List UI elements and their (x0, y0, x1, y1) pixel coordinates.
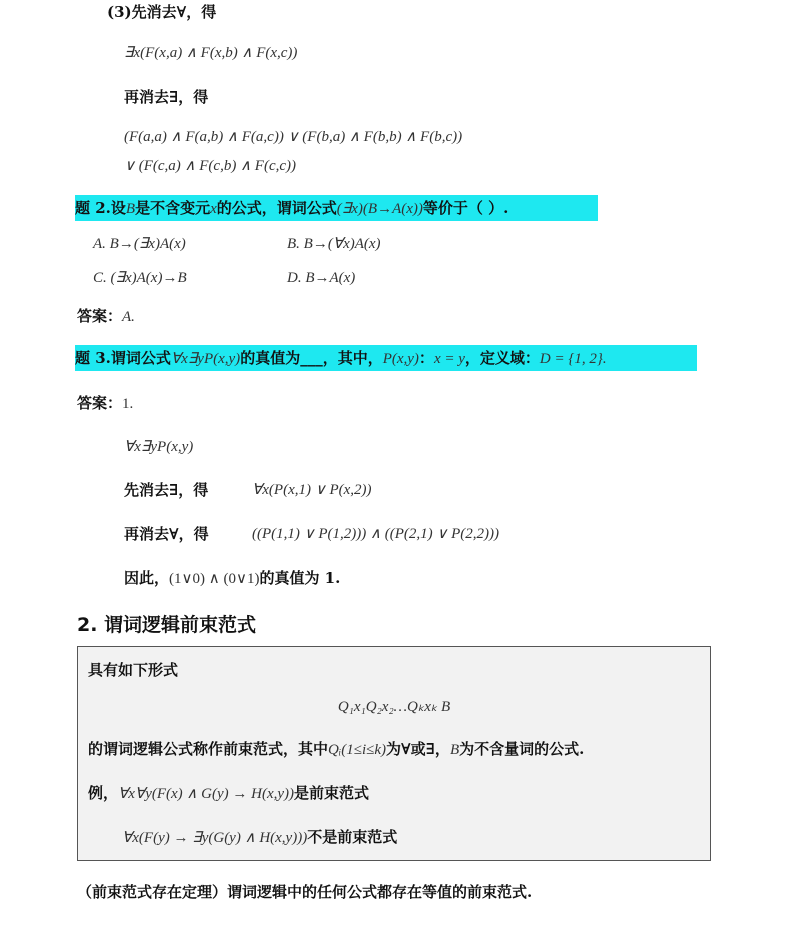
q2-answer: 答案：A. (77, 307, 135, 325)
block1-formula1: ∃x(F(x,a) ∧ F(x,b) ∧ F(x,c)) (124, 45, 298, 61)
box-definition: 的谓词逻辑公式称作前束范式，其中Qᵢ(1≤i≤k)为∀或∃，B为不含量词的公式. (88, 740, 585, 758)
q2-option-d: D. B→A(x) (287, 270, 356, 286)
section-2-title: 2. 谓词逻辑前束范式 (77, 614, 257, 636)
box-example-2: ∀x(F(y) → ∃y(G(y) ∧ H(x,y)))不是前束范式 (122, 828, 398, 846)
prenex-definition-box (77, 646, 711, 861)
box-example-1: 例，∀x∀y(F(x) ∧ G(y) → H(x,y))是前束范式 (88, 784, 370, 802)
q2-option-c: C. (∃x)A(x)→B (93, 270, 187, 286)
q2-option-a: A. B→(∃x)A(x) (93, 236, 186, 252)
q3-line1: ∀x∃yP(x,y) (124, 439, 194, 455)
block1-formula2a: (F(a,a) ∧ F(a,b) ∧ F(a,c)) ∨ (F(b,a) ∧ F(b,b) ∧ F(b,c)) (124, 129, 463, 145)
question-2-highlight (75, 195, 598, 221)
q2-option-b: B. B→(∀x)A(x) (287, 236, 381, 252)
q3-answer: 答案：1. (77, 394, 134, 412)
q3-label: 题 3.谓词公式∀x∃yP(x,y)的真值为___，其中，P(x,y)：x = y，定义域：D = {1, 2}. (75, 349, 607, 367)
q3-conclusion: 因此，(1∨0) ∧ (0∨1)的真值为 1. (124, 569, 341, 587)
q3-step1: 先消去∃，得 (124, 481, 209, 499)
question-3-highlight (75, 345, 697, 371)
q3-step2: 再消去∀，得 (124, 525, 209, 543)
q2-label: 题 2.设B是不含变元x的公式，谓词公式(∃x)(B→A(x))等价于（ ）. (75, 199, 509, 217)
q3-step2-formula: ((P(1,1) ∨ P(1,2))) ∧ ((P(2,1) ∨ P(2,2))) (252, 526, 500, 542)
block1-formula2b: ∨ (F(c,a) ∧ F(c,b) ∧ F(c,c)) (124, 158, 297, 174)
q3-step1-formula: ∀x(P(x,1) ∨ P(x,2)) (252, 482, 372, 498)
box-intro: 具有如下形式 (88, 661, 179, 679)
prenex-existence-theorem: （前束范式存在定理）谓词逻辑中的任何公式都存在等值的前束范式. (77, 883, 533, 901)
block1-intro: (3)先消去∀，得 (107, 3, 217, 21)
block1-step2: 再消去∃，得 (124, 88, 209, 106)
box-form: Q₁x₁Q₂x₂…Qₖxₖ B (337, 699, 451, 715)
